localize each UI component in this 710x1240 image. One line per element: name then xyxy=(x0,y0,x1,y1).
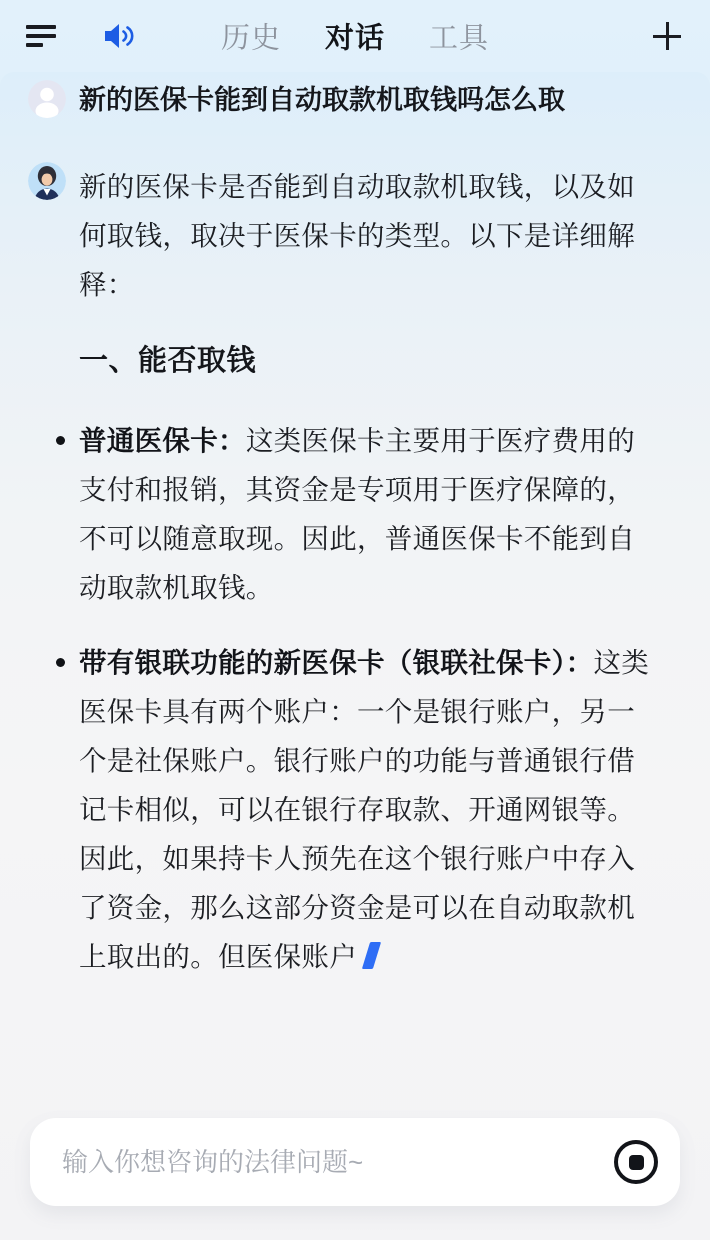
tab-history[interactable]: 历史 xyxy=(220,22,281,55)
bullet-dot xyxy=(56,436,65,445)
assistant-avatar xyxy=(28,162,66,200)
typing-cursor-icon xyxy=(362,942,381,969)
assistant-intro: 新的医保卡是否能到自动取款机取钱，以及如何取钱，取决于医保卡的类型。以下是详细解释： xyxy=(79,171,635,300)
stop-button[interactable] xyxy=(614,1140,658,1184)
bullet-dot xyxy=(56,658,65,667)
section-heading: 一、能否取钱 xyxy=(79,345,257,377)
assistant-message-body xyxy=(79,162,661,1007)
user-message-row xyxy=(28,80,684,120)
bullet-term: 带有银联功能的新医保卡（银联社保卡）： xyxy=(79,647,594,678)
speaker-icon[interactable] xyxy=(102,20,136,52)
bullet-term: 普通医保卡： xyxy=(79,425,246,456)
user-message-text: 新的医保卡能到自动取款机取钱吗怎么取 xyxy=(79,85,565,115)
question-input[interactable] xyxy=(62,1147,614,1178)
header-tabs xyxy=(221,16,489,57)
input-bar xyxy=(30,1118,680,1206)
list-item xyxy=(79,416,661,612)
tab-dialogue[interactable]: 对话 xyxy=(324,22,386,55)
plus-icon[interactable] xyxy=(650,19,684,53)
list-item xyxy=(79,638,661,981)
bullet-text: 这类医保卡主要用于医疗费用的支付和报销，其资金是专项用于医疗保障的，不可以随意取现。因此，普通医保卡不能到自动取款机取钱。 xyxy=(79,425,636,603)
top-bar xyxy=(0,0,710,72)
bullet-list xyxy=(79,416,661,981)
user-avatar xyxy=(28,80,66,118)
chat-panel xyxy=(0,72,710,1240)
stop-icon xyxy=(629,1155,644,1170)
bullet-text: 这类医保卡具有两个账户：一个是银行账户，另一个是社保账户。银行账户的功能与普通银行借记卡相似，可以在银行存取款、开通网银等。因此，如果持卡人预先在这个银行账户中存入了资金，那么这部分资金是可以在自动取款机上取出的。但医保账户 xyxy=(79,647,650,972)
tab-tools[interactable]: 工具 xyxy=(429,22,490,55)
assistant-message-row xyxy=(28,162,684,1007)
menu-icon[interactable] xyxy=(26,25,56,47)
